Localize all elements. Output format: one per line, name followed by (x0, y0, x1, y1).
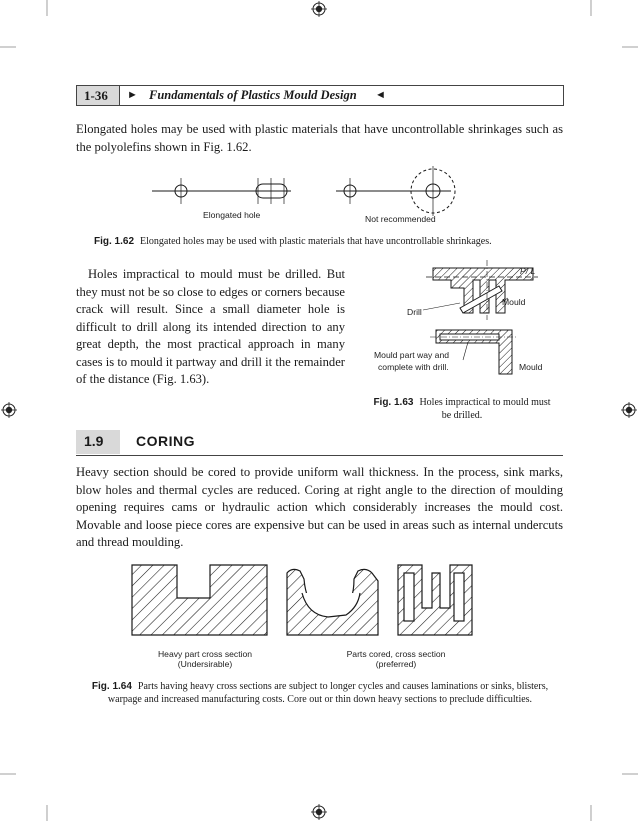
fig-1-63-drawing (368, 258, 568, 378)
fig-1-62-drawing (76, 168, 563, 228)
fig-1-63-label-drill: Drill (407, 307, 422, 317)
book-title: Fundamentals of Plastics Mould Design (149, 88, 357, 102)
fig-1-64-caption-text: Parts having heavy cross sections are subject to longer cycles and causes laminations or sinks, blisters, warpage and increased manufacturing costs. Core out or thin down heavy sections to preclude difficulties. (107, 681, 549, 705)
fig-1-64-caption (80, 680, 560, 706)
fig-1-64-label-right-1: Parts cored, cross section (346, 649, 446, 659)
fig-1-63-caption-line1: Holes impractical to mould must (419, 397, 551, 408)
header-arrow-right-icon: ► (127, 89, 138, 101)
fig-1-64-label-left-2: (Undersirable) (177, 659, 233, 669)
running-header (76, 85, 564, 106)
section-title: CORING (136, 433, 195, 449)
fig-1-62-caption-text: Elongated holes may be used with plastic materials that have uncontrollable shrinkages. (140, 236, 492, 247)
section-heading (76, 430, 563, 456)
fig-1-64-label-right (326, 649, 466, 669)
intro-paragraph: Elongated holes may be used with plastic materials that have uncontrollable shrinkages such as the polyolefins shown in Fig. 1.62. (76, 122, 563, 154)
fig-1-63-label-mould-bottom: Mould (519, 362, 543, 372)
fig-1-64-label-right-2: (preferred) (375, 659, 417, 669)
fig-1-62-caption (94, 235, 564, 248)
coring-paragraph: Heavy section should be cored to provide uniform wall thickness. In the process, sink marks, blow holes and thermal cycles are reduced. Coring at right angle to the direction of moulding opening requires cams or hydraulic action which considerably increases the mould cost. Movable and loose piece cores are expensive but can be used in areas such as internal undercuts and thread moulding. (76, 465, 563, 549)
page-number: 1-36 (84, 88, 108, 103)
fig-1-62-number: Fig. 1.62 (94, 236, 135, 247)
fig-1-63-label-partway-2: complete with drill. (378, 362, 449, 372)
section-number: 1.9 (84, 433, 104, 449)
header-arrow-left-icon: ◄ (375, 89, 386, 101)
fig-1-63-label-pl: P/ L (520, 266, 536, 276)
fig-1-63-label-mould-top: Mould (502, 297, 526, 307)
drill-paragraph: Holes impractical to mould must be drilled. But they must not be so close to edges or corners because crack will result. Since a small diameter hole is difficult to drill along its intended direction to any great depth, the most practical approach in many cases is to mould it partway and drill it the remainder of the distance (Fig. 1.63). (76, 267, 345, 386)
fig-1-63-caption-line2: be drilled. (441, 410, 483, 421)
fig-1-64-number: Fig. 1.64 (91, 681, 132, 692)
fig-1-62-label-not-recommended: Not recommended (365, 214, 436, 224)
fig-1-62-label-elongated: Elongated hole (203, 210, 261, 220)
fig-1-63-caption (358, 396, 566, 422)
fig-1-63-label-partway-1: Mould part way and (374, 350, 449, 360)
fig-1-63-number: Fig. 1.63 (373, 397, 414, 408)
fig-1-64-label-left-1: Heavy part cross section (157, 649, 253, 659)
fig-1-64-label-left (140, 649, 270, 669)
fig-1-64-drawing (132, 563, 472, 643)
